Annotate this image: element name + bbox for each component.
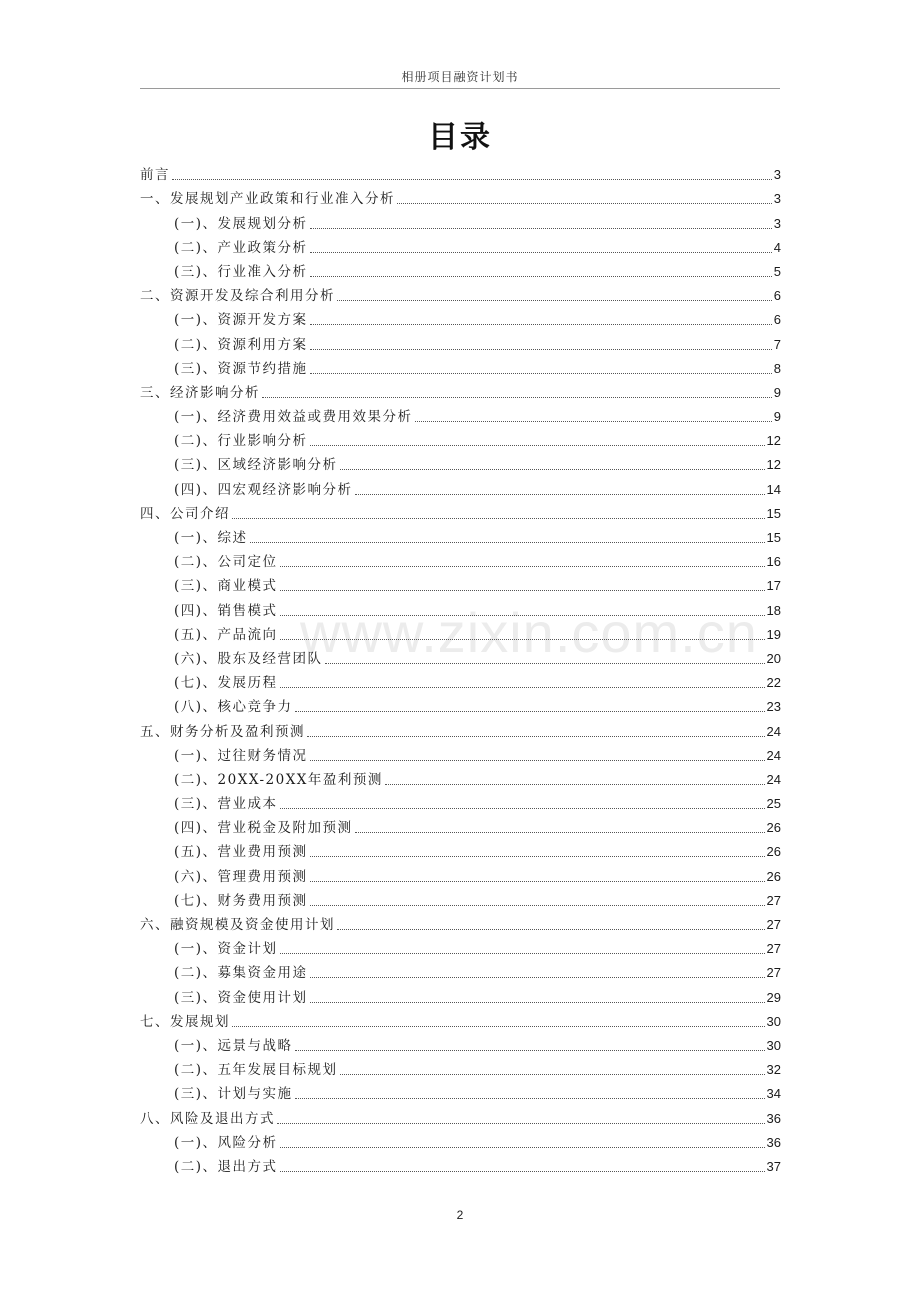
toc-entry[interactable] xyxy=(140,644,781,668)
toc-entry-page-number: 14 xyxy=(766,481,781,497)
toc-entry[interactable] xyxy=(140,329,781,353)
toc-dot-leader xyxy=(280,590,765,591)
toc-entry[interactable] xyxy=(140,1103,781,1127)
toc-entry-page-number: 32 xyxy=(766,1062,781,1078)
toc-entry-label: 前言 xyxy=(140,167,170,184)
toc-entry[interactable] xyxy=(140,233,781,257)
toc-entry-page-number: 30 xyxy=(766,1013,781,1029)
toc-entry-page-number: 24 xyxy=(766,771,781,787)
toc-entry-page-number: 16 xyxy=(766,554,781,570)
toc-dot-leader xyxy=(295,711,765,712)
toc-entry[interactable] xyxy=(140,571,781,595)
toc-entry-label: (六)、管理费用预测 xyxy=(174,868,308,885)
toc-entry[interactable] xyxy=(140,474,781,498)
toc-entry[interactable] xyxy=(140,861,781,885)
toc-entry[interactable] xyxy=(140,184,781,208)
toc-entry-label: 三、经济影响分析 xyxy=(140,384,260,401)
toc-dot-leader xyxy=(385,784,765,785)
toc-dot-leader xyxy=(280,566,765,567)
toc-entry-page-number: 24 xyxy=(766,723,781,739)
toc-entry-page-number: 27 xyxy=(766,941,781,957)
toc-entry-page-number: 7 xyxy=(773,336,781,352)
toc-entry[interactable] xyxy=(140,668,781,692)
toc-dot-leader xyxy=(310,324,772,325)
toc-entry-page-number: 3 xyxy=(773,191,781,207)
toc-dot-leader xyxy=(232,1026,765,1027)
toc-entry-label: 一、发展规划产业政策和行业准入分析 xyxy=(140,191,395,208)
toc-entry-label: (三)、资金使用计划 xyxy=(174,989,308,1006)
toc-entry-page-number: 15 xyxy=(766,530,781,545)
toc-entry[interactable] xyxy=(140,426,781,450)
toc-entry-label: (一)、资源开发方案 xyxy=(174,312,308,329)
toc-entry-page-number: 6 xyxy=(773,312,781,328)
toc-entry-label: 五、财务分析及盈利预测 xyxy=(140,723,305,740)
toc-entry[interactable] xyxy=(140,1152,781,1176)
toc-dot-leader xyxy=(280,1171,765,1172)
toc-entry-page-number: 27 xyxy=(766,917,781,932)
toc-dot-leader xyxy=(340,1074,765,1075)
toc-entry-label: (四)、销售模式 xyxy=(174,602,278,619)
toc-entry-page-number: 5 xyxy=(773,263,781,279)
toc-dot-leader xyxy=(262,397,772,398)
toc-entry-label: (六)、股东及经营团队 xyxy=(174,650,323,667)
toc-entry-label: (三)、计划与实施 xyxy=(174,1086,293,1103)
toc-entry[interactable] xyxy=(140,958,781,982)
toc-entry-label: 六、融资规模及资金使用计划 xyxy=(140,917,335,933)
toc-entry-page-number: 12 xyxy=(766,457,781,473)
toc-entry-page-number: 3 xyxy=(773,167,781,183)
table-of-contents xyxy=(140,160,781,1176)
toc-entry[interactable] xyxy=(140,982,781,1006)
toc-dot-leader xyxy=(325,663,765,664)
page-number: 2 xyxy=(456,1208,464,1222)
toc-dot-leader xyxy=(310,373,772,374)
toc-entry-label: (八)、核心竞争力 xyxy=(174,699,293,716)
toc-dot-leader xyxy=(310,276,772,277)
toc-entry[interactable] xyxy=(140,499,781,523)
toc-entry-label: (二)、资源利用方案 xyxy=(174,336,308,353)
toc-entry-label: 七、发展规划 xyxy=(140,1013,230,1030)
toc-entry-label: (三)、行业准入分析 xyxy=(174,263,308,280)
toc-entry-label: (三)、区域经济影响分析 xyxy=(174,457,338,474)
toc-entry[interactable] xyxy=(140,402,781,426)
toc-dot-leader xyxy=(280,615,765,616)
watermark: www.zixin.com.cn xyxy=(300,601,758,664)
toc-entry[interactable] xyxy=(140,741,781,765)
toc-dot-leader xyxy=(250,542,765,543)
toc-entry-label: (一)、发展规划分析 xyxy=(174,215,308,232)
toc-entry[interactable] xyxy=(140,1079,781,1103)
toc-entry-page-number: 17 xyxy=(766,578,781,594)
toc-entry-label: (二)、募集资金用途 xyxy=(174,965,308,982)
toc-dot-leader xyxy=(355,494,765,495)
toc-entry-page-number: 4 xyxy=(773,239,781,255)
toc-entry-page-number: 23 xyxy=(766,699,781,715)
toc-dot-leader xyxy=(337,929,765,930)
toc-entry-page-number: 18 xyxy=(766,602,781,618)
toc-dot-leader xyxy=(310,349,772,350)
toc-entry-page-number: 26 xyxy=(766,868,781,884)
toc-dot-leader xyxy=(355,832,765,833)
toc-entry-page-number: 22 xyxy=(766,675,781,691)
toc-entry[interactable] xyxy=(140,789,781,813)
toc-entry[interactable] xyxy=(140,378,781,402)
toc-entry[interactable] xyxy=(140,837,781,861)
toc-dot-leader xyxy=(280,953,765,954)
toc-dot-leader xyxy=(310,977,765,978)
toc-entry[interactable] xyxy=(140,1055,781,1079)
toc-dot-leader xyxy=(310,760,765,761)
toc-entry[interactable] xyxy=(140,450,781,474)
toc-dot-leader xyxy=(340,469,765,470)
toc-entry-label: (二)、退出方式 xyxy=(174,1158,278,1175)
toc-entry-page-number: 30 xyxy=(766,1037,781,1053)
toc-dot-leader xyxy=(280,639,765,640)
toc-entry-label: (一)、过往财务情况 xyxy=(174,747,308,764)
toc-entry-label: (二)、20XX-20XX年盈利预测 xyxy=(174,771,383,788)
toc-dot-leader xyxy=(397,203,772,204)
header-divider xyxy=(140,88,780,89)
toc-entry-label: (三)、资源节约措施 xyxy=(174,360,308,377)
toc-entry-page-number: 9 xyxy=(773,384,781,400)
toc-entry-label: (五)、产品流向 xyxy=(174,626,278,643)
toc-entry-page-number: 37 xyxy=(766,1158,781,1174)
toc-entry[interactable] xyxy=(140,716,781,740)
toc-entry-label: (一)、远景与战略 xyxy=(174,1037,293,1054)
toc-entry-label: (四)、四宏观经济影响分析 xyxy=(174,481,353,498)
toc-entry-label: (二)、五年发展目标规划 xyxy=(174,1062,338,1079)
toc-entry-page-number: 34 xyxy=(766,1086,781,1102)
toc-entry-label: (三)、商业模式 xyxy=(174,578,278,595)
toc-dot-leader xyxy=(310,228,772,229)
toc-entry-page-number: 27 xyxy=(766,965,781,981)
toc-entry-label: 四、公司介绍 xyxy=(140,505,230,522)
toc-dot-leader xyxy=(310,881,765,882)
page-title: 目录 xyxy=(428,120,492,155)
toc-entry-label: (一)、综述 xyxy=(174,530,248,546)
toc-dot-leader xyxy=(415,421,772,422)
toc-entry-page-number: 36 xyxy=(766,1134,781,1150)
toc-entry-page-number: 27 xyxy=(766,892,781,908)
toc-entry[interactable] xyxy=(140,813,781,837)
toc-entry[interactable] xyxy=(140,281,781,305)
toc-entry-page-number: 24 xyxy=(766,747,781,763)
toc-dot-leader xyxy=(337,300,772,301)
toc-entry-page-number: 20 xyxy=(766,650,781,666)
toc-entry[interactable] xyxy=(140,523,781,547)
toc-dot-leader xyxy=(295,1098,765,1099)
running-header: 相册项目融资计划书 xyxy=(401,70,519,84)
toc-entry-page-number: 26 xyxy=(766,844,781,860)
toc-dot-leader xyxy=(232,518,765,519)
toc-entry[interactable] xyxy=(140,1128,781,1152)
toc-entry-label: (七)、财务费用预测 xyxy=(174,892,308,909)
toc-entry-label: (七)、发展历程 xyxy=(174,675,278,692)
toc-entry[interactable] xyxy=(140,934,781,958)
toc-entry[interactable] xyxy=(140,765,781,789)
toc-entry[interactable] xyxy=(140,910,781,934)
toc-dot-leader xyxy=(172,179,772,180)
toc-entry-label: (二)、公司定位 xyxy=(174,554,278,571)
toc-entry-label: (一)、风险分析 xyxy=(174,1134,278,1151)
toc-entry[interactable] xyxy=(140,257,781,281)
toc-entry[interactable] xyxy=(140,1007,781,1031)
toc-entry-page-number: 26 xyxy=(766,820,781,836)
toc-dot-leader xyxy=(310,905,765,906)
toc-entry-page-number: 8 xyxy=(773,360,781,376)
toc-dot-leader xyxy=(280,808,765,809)
toc-entry[interactable] xyxy=(140,620,781,644)
toc-entry-page-number: 25 xyxy=(766,796,781,812)
toc-dot-leader xyxy=(295,1050,765,1051)
toc-entry-label: (二)、产业政策分析 xyxy=(174,239,308,256)
toc-entry-label: (二)、行业影响分析 xyxy=(174,433,308,450)
toc-entry[interactable] xyxy=(140,305,781,329)
toc-entry[interactable] xyxy=(140,354,781,378)
toc-entry-page-number: 12 xyxy=(766,433,781,449)
toc-dot-leader xyxy=(310,252,772,253)
toc-entry-page-number: 36 xyxy=(766,1110,781,1126)
toc-entry-label: (一)、资金计划 xyxy=(174,941,278,958)
toc-entry-label: 八、风险及退出方式 xyxy=(140,1110,275,1127)
toc-entry[interactable] xyxy=(140,547,781,571)
toc-entry-label: (四)、营业税金及附加预测 xyxy=(174,820,353,837)
toc-dot-leader xyxy=(310,445,765,446)
toc-entry-page-number: 15 xyxy=(766,505,781,521)
toc-entry[interactable] xyxy=(140,886,781,910)
toc-dot-leader xyxy=(280,687,765,688)
toc-entry-label: (五)、营业费用预测 xyxy=(174,844,308,861)
toc-dot-leader xyxy=(310,856,765,857)
toc-entry-page-number: 19 xyxy=(766,626,781,642)
toc-entry-page-number: 9 xyxy=(773,409,781,425)
toc-entry[interactable] xyxy=(140,208,781,232)
toc-entry-label: 二、资源开发及综合利用分析 xyxy=(140,288,335,305)
toc-dot-leader xyxy=(310,1002,765,1003)
toc-entry[interactable] xyxy=(140,595,781,619)
toc-dot-leader xyxy=(307,736,765,737)
toc-entry[interactable] xyxy=(140,160,781,184)
toc-entry-page-number: 3 xyxy=(773,215,781,231)
toc-entry[interactable] xyxy=(140,1031,781,1055)
toc-entry-label: (一)、经济费用效益或费用效果分析 xyxy=(174,409,413,426)
toc-entry[interactable] xyxy=(140,692,781,716)
toc-dot-leader xyxy=(280,1147,765,1148)
toc-entry-page-number: 6 xyxy=(773,288,781,304)
toc-entry-page-number: 29 xyxy=(766,989,781,1005)
toc-dot-leader xyxy=(277,1123,765,1124)
toc-entry-label: (三)、营业成本 xyxy=(174,796,278,813)
